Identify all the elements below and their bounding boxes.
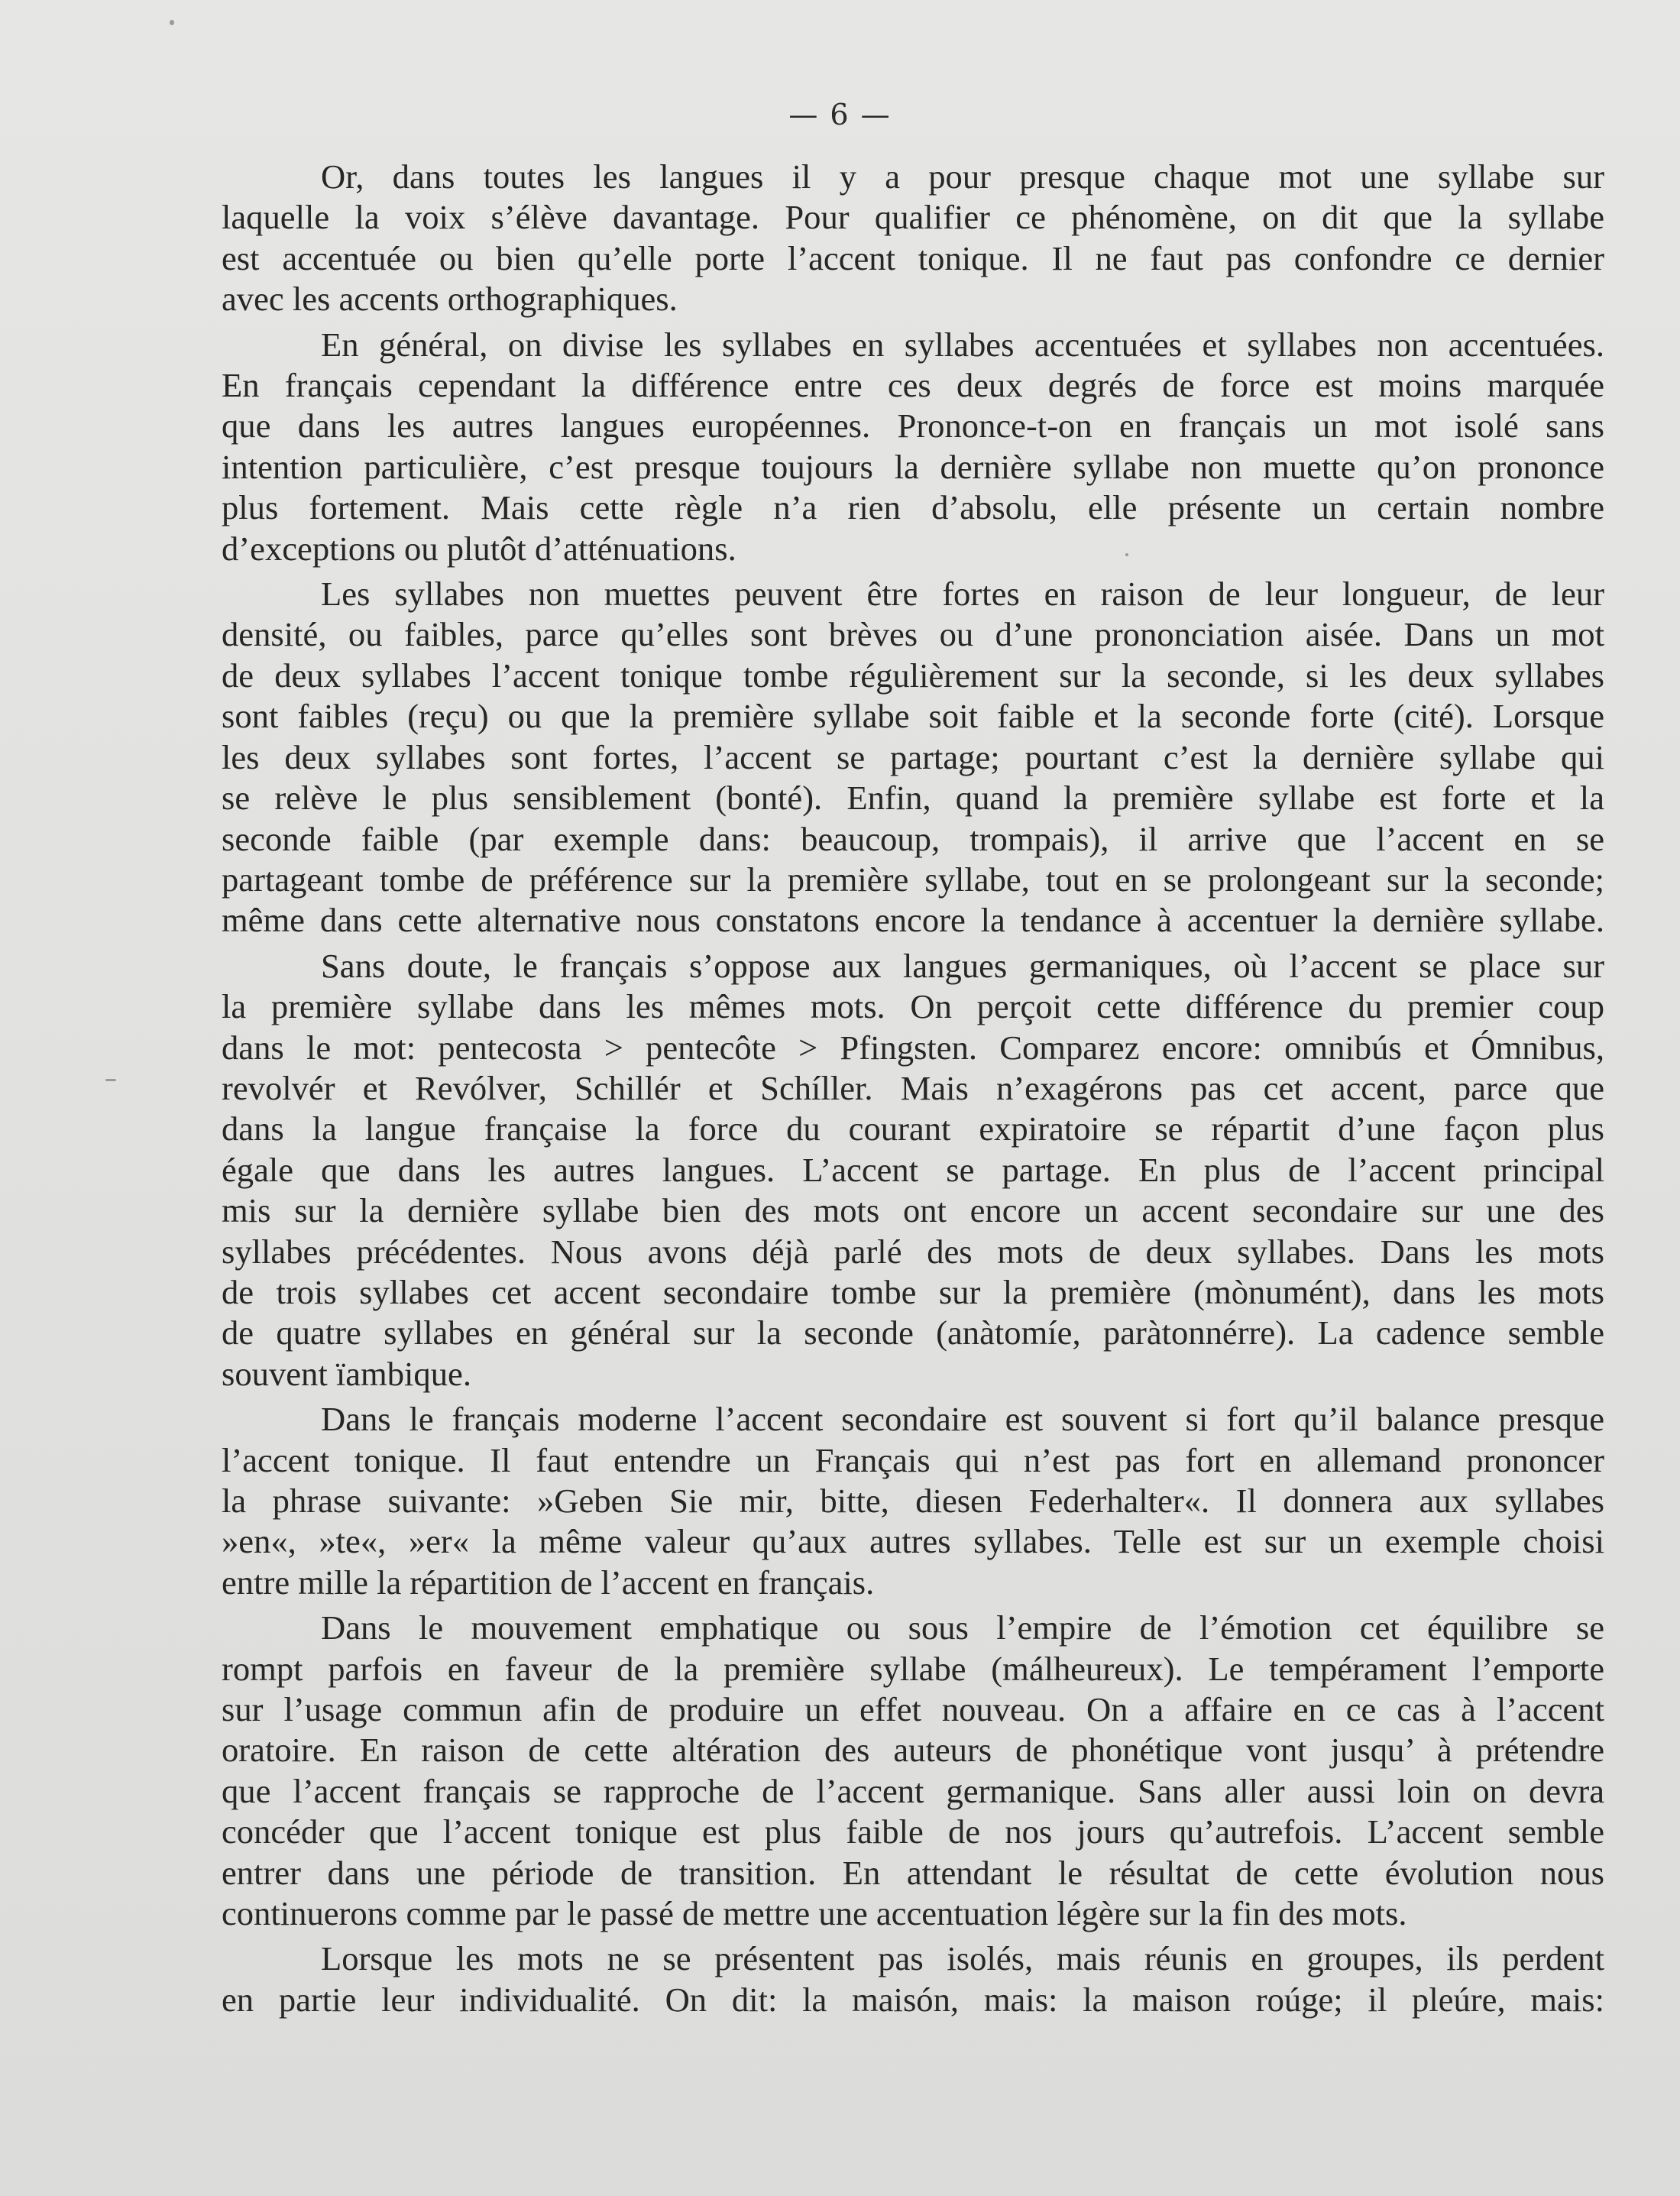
text-line: de quatre syllabes en général sur la seconde (anàtomíe, paràtonnérre). La cadence semble xyxy=(222,1313,1604,1352)
text-line: concéder que l’accent tonique est plus faible de nos jours qu’autrefois. L’accent semble xyxy=(222,1812,1604,1851)
text-line: que l’accent français se rapproche de l’accent germanique. Sans aller aussi loin on devra xyxy=(222,1771,1604,1810)
paragraph-4 xyxy=(222,946,1604,1394)
text-line: oratoire. En raison de cette altération des auteurs de phonétique vont jusqu’ à prétendre xyxy=(222,1731,1604,1770)
text-line: de deux syllabes l’accent tonique tombe régulièrement sur la seconde, si les deux syllabes xyxy=(222,656,1604,695)
text-line: la première syllabe dans les mêmes mots. On perçoit cette différence du premier coup xyxy=(222,987,1604,1026)
text-line: syllabes précédentes. Nous avons déjà parlé des mots de deux syllabes. Dans les mots xyxy=(222,1232,1604,1271)
text-line: continuerons comme par le passé de mettre une accentuation légère sur la fin des mots. xyxy=(222,1894,1407,1933)
text-line: d’exceptions ou plutôt d’atténuations. xyxy=(222,529,736,568)
text-line: en partie leur individualité. On dit: la maisón, mais: la maison roúge; il pleúre, mais: xyxy=(222,1980,1604,2019)
text-line: rompt parfois en faveur de la première syllabe (málheureux). Le tempérament l’emporte xyxy=(222,1649,1604,1688)
text-line: sont faibles (reçu) ou que la première syllabe soit faible et la seconde forte (cité). Lorsque xyxy=(222,697,1604,736)
paragraph-6 xyxy=(222,1608,1604,1934)
text-line: En général, on divise les syllabes en syllabes accentuées et syllabes non accentuées. xyxy=(321,325,1604,364)
paper-speck xyxy=(105,1079,116,1081)
text-line: Or, dans toutes les langues il y a pour presque chaque mot une syllabe sur xyxy=(321,157,1604,196)
text-line: égale que dans les autres langues. L’accent se partage. En plus de l’accent principal xyxy=(222,1150,1604,1189)
text-line: avec les accents orthographiques. xyxy=(222,280,678,319)
text-line: Dans le mouvement emphatique ou sous l’empire de l’émotion cet équilibre se xyxy=(321,1608,1604,1647)
body-text xyxy=(222,157,1604,2020)
paragraph-5 xyxy=(222,1399,1604,1603)
text-line: est accentuée ou bien qu’elle porte l’accent tonique. Il ne faut pas confondre ce dernier xyxy=(222,238,1604,277)
paragraph-2 xyxy=(222,325,1604,569)
text-line: laquelle la voix s’élève davantage. Pour qualifier ce phénomène, on dit que la syllabe xyxy=(222,198,1604,237)
text-line: mis sur la dernière syllabe bien des mots ont encore un accent secondaire sur une des xyxy=(222,1191,1604,1230)
text-line: »en«, »te«, »er« la même valeur qu’aux autres syllabes. Telle est sur un exemple choisi xyxy=(222,1522,1604,1561)
text-line: Les syllabes non muettes peuvent être fortes en raison de leur longueur, de leur xyxy=(321,575,1604,614)
text-line: Dans le français moderne l’accent secondaire est souvent si fort qu’il balance presque xyxy=(321,1400,1604,1439)
text-line: les deux syllabes sont fortes, l’accent se partage; pourtant c’est la dernière syllabe qui xyxy=(222,737,1604,776)
text-line: revolvér et Revólver, Schillér et Schíller. Mais n’exagérons pas cet accent, parce que xyxy=(222,1068,1604,1107)
paragraph-1 xyxy=(222,157,1604,320)
text-line: En français cependant la différence entre ces deux degrés de force est moins marquée xyxy=(222,366,1604,405)
text-line: l’accent tonique. Il faut entendre un Français qui n’est pas fort en allemand prononcer xyxy=(222,1440,1604,1479)
text-line: Sans doute, le français s’oppose aux langues germaniques, où l’accent se place sur xyxy=(321,946,1604,985)
paper-speck xyxy=(170,20,174,25)
text-line: de trois syllabes cet accent secondaire tombe sur la première (mònumént), dans les mots xyxy=(222,1272,1604,1311)
text-line: souvent ïambique. xyxy=(222,1354,471,1393)
text-line: dans la langue française la force du courant expiratoire se répartit d’une façon plus xyxy=(222,1109,1604,1148)
text-line: que dans les autres langues européennes. Prononce-t-on en français un mot isolé sans xyxy=(222,406,1604,445)
text-line: intention particulière, c’est presque toujours la dernière syllabe non muette qu’on prononce xyxy=(222,447,1604,486)
text-line: partageant tombe de préférence sur la première syllabe, tout en se prolongeant sur la seconde; xyxy=(222,860,1604,899)
text-line: se relève le plus sensiblement (bonté). Enfin, quand la première syllabe est forte et la xyxy=(222,779,1604,818)
text-line: seconde faible (par exemple dans: beaucoup, trompais), il arrive que l’accent en se xyxy=(222,819,1604,858)
paragraph-3 xyxy=(222,574,1604,941)
text-line: entrer dans une période de transition. En attendant le résultat de cette évolution nous xyxy=(222,1853,1604,1892)
text-line: entre mille la répartition de l’accent en français. xyxy=(222,1563,875,1602)
paper-speck xyxy=(1125,553,1128,556)
text-line: même dans cette alternative nous constatons encore la tendance à accentuer la dernière syllabe. xyxy=(222,901,1604,940)
text-line: densité, ou faibles, parce qu’elles sont brèves ou d’une prononciation aisée. Dans un mot xyxy=(222,615,1604,654)
text-line: Lorsque les mots ne se présentent pas isolés, mais réunis en groupes, ils perdent xyxy=(321,1939,1604,1978)
page-number: — 6 — xyxy=(788,98,892,131)
text-line: plus fortement. Mais cette règle n’a rien d’absolu, elle présente un certain nombre xyxy=(222,488,1604,527)
text-line: dans le mot: pentecosta > pentecôte > Pfingsten. Comparez encore: omnibús et Ómnibus, xyxy=(222,1028,1604,1067)
paragraph-7 xyxy=(222,1939,1604,2020)
text-line: la phrase suivante: »Geben Sie mir, bitte, diesen Federhalter«. Il donnera aux syllabes xyxy=(222,1482,1604,1520)
text-line: sur l’usage commun afin de produire un effet nouveau. On a affaire en ce cas à l’accent xyxy=(222,1690,1604,1729)
